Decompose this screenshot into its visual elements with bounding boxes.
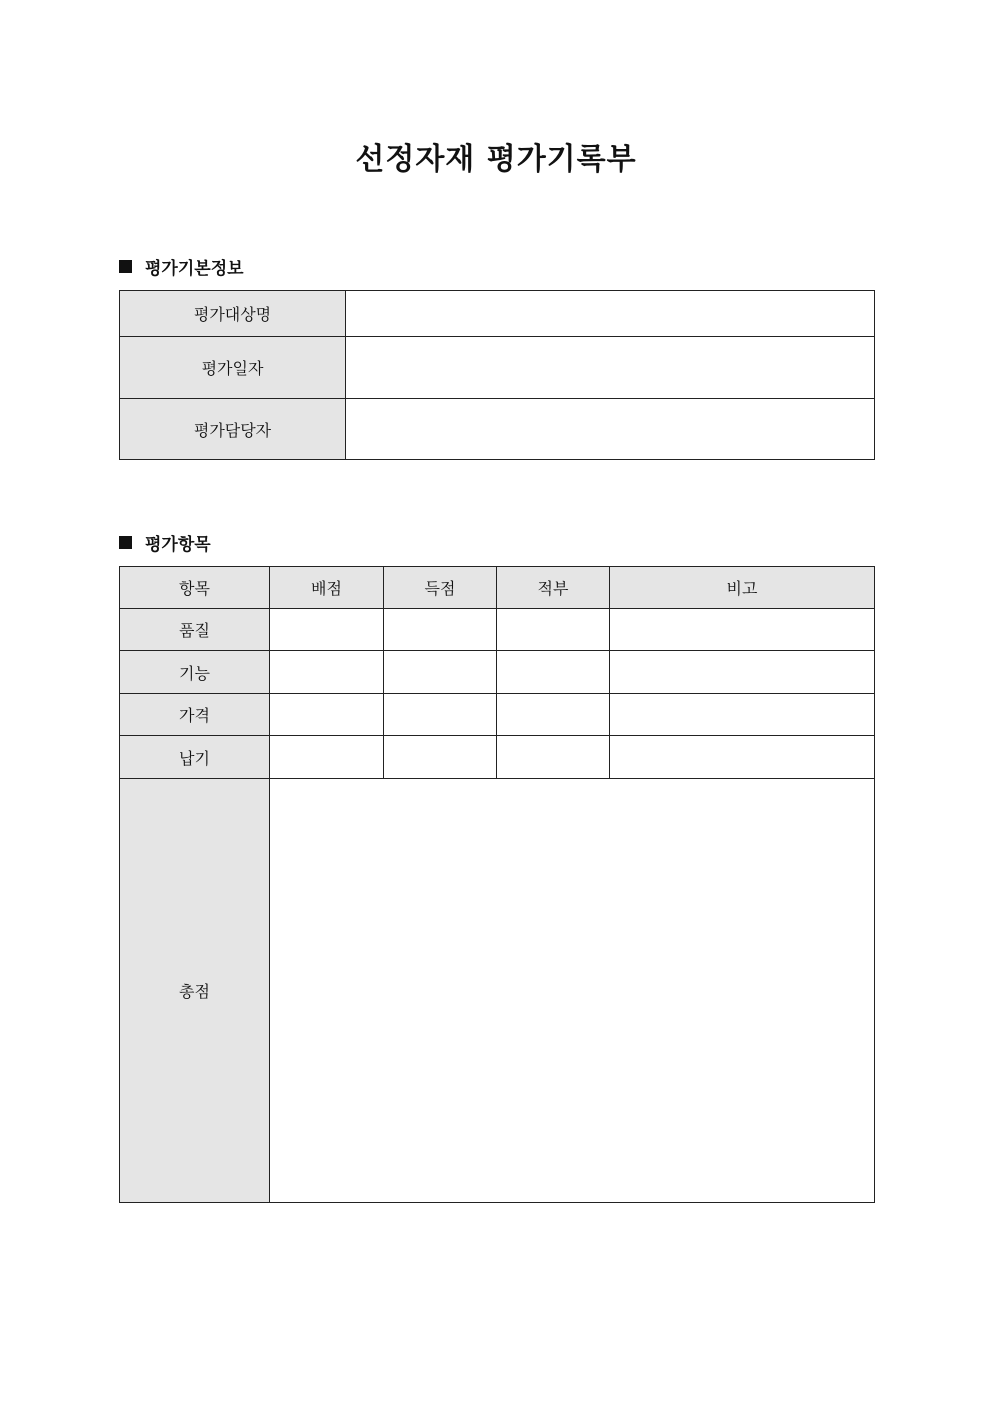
cell[interactable] bbox=[610, 651, 875, 694]
page-title: 선정자재 평가기록부 bbox=[355, 142, 637, 177]
label-date: 평가일자 bbox=[120, 337, 346, 399]
cell[interactable] bbox=[610, 736, 875, 779]
header-item: 항목 bbox=[120, 567, 270, 609]
row-label: 가격 bbox=[120, 694, 270, 736]
square-bullet-icon bbox=[119, 536, 132, 549]
cell[interactable] bbox=[384, 736, 497, 779]
cell[interactable] bbox=[384, 651, 497, 694]
total-field[interactable] bbox=[270, 779, 875, 1203]
square-bullet-icon bbox=[119, 260, 132, 273]
table-row bbox=[120, 609, 875, 651]
total-label: 총점 bbox=[120, 779, 270, 1203]
cell[interactable] bbox=[270, 736, 384, 779]
cell[interactable] bbox=[497, 694, 610, 736]
cell[interactable] bbox=[610, 694, 875, 736]
date-field[interactable] bbox=[346, 337, 875, 399]
evaluator-field[interactable] bbox=[346, 399, 875, 460]
row-label: 품질 bbox=[120, 609, 270, 651]
cell[interactable] bbox=[497, 651, 610, 694]
table-row bbox=[120, 736, 875, 779]
label-evaluator: 평가담당자 bbox=[120, 399, 346, 460]
cell[interactable] bbox=[270, 651, 384, 694]
table-row bbox=[120, 651, 875, 694]
header-suitability: 적부 bbox=[497, 567, 610, 609]
target-name-field[interactable] bbox=[346, 291, 875, 337]
total-row bbox=[120, 779, 875, 1203]
cell[interactable] bbox=[270, 609, 384, 651]
cell[interactable] bbox=[384, 609, 497, 651]
cell[interactable] bbox=[497, 609, 610, 651]
cell[interactable] bbox=[497, 736, 610, 779]
header-remarks: 비고 bbox=[610, 567, 875, 609]
table-row bbox=[120, 694, 875, 736]
section-label: 평가기본정보 bbox=[145, 259, 244, 279]
section-basic-heading bbox=[119, 254, 244, 279]
row-label: 납기 bbox=[120, 736, 270, 779]
evaluation-table bbox=[119, 566, 875, 1203]
header-allotted: 배점 bbox=[270, 567, 384, 609]
cell[interactable] bbox=[384, 694, 497, 736]
label-target-name: 평가대상명 bbox=[120, 291, 346, 337]
section-items-heading bbox=[119, 530, 211, 555]
cell[interactable] bbox=[270, 694, 384, 736]
row-label: 기능 bbox=[120, 651, 270, 694]
section-label: 평가항목 bbox=[145, 535, 211, 555]
cell[interactable] bbox=[610, 609, 875, 651]
header-score: 득점 bbox=[384, 567, 497, 609]
basic-info-table bbox=[119, 290, 875, 460]
